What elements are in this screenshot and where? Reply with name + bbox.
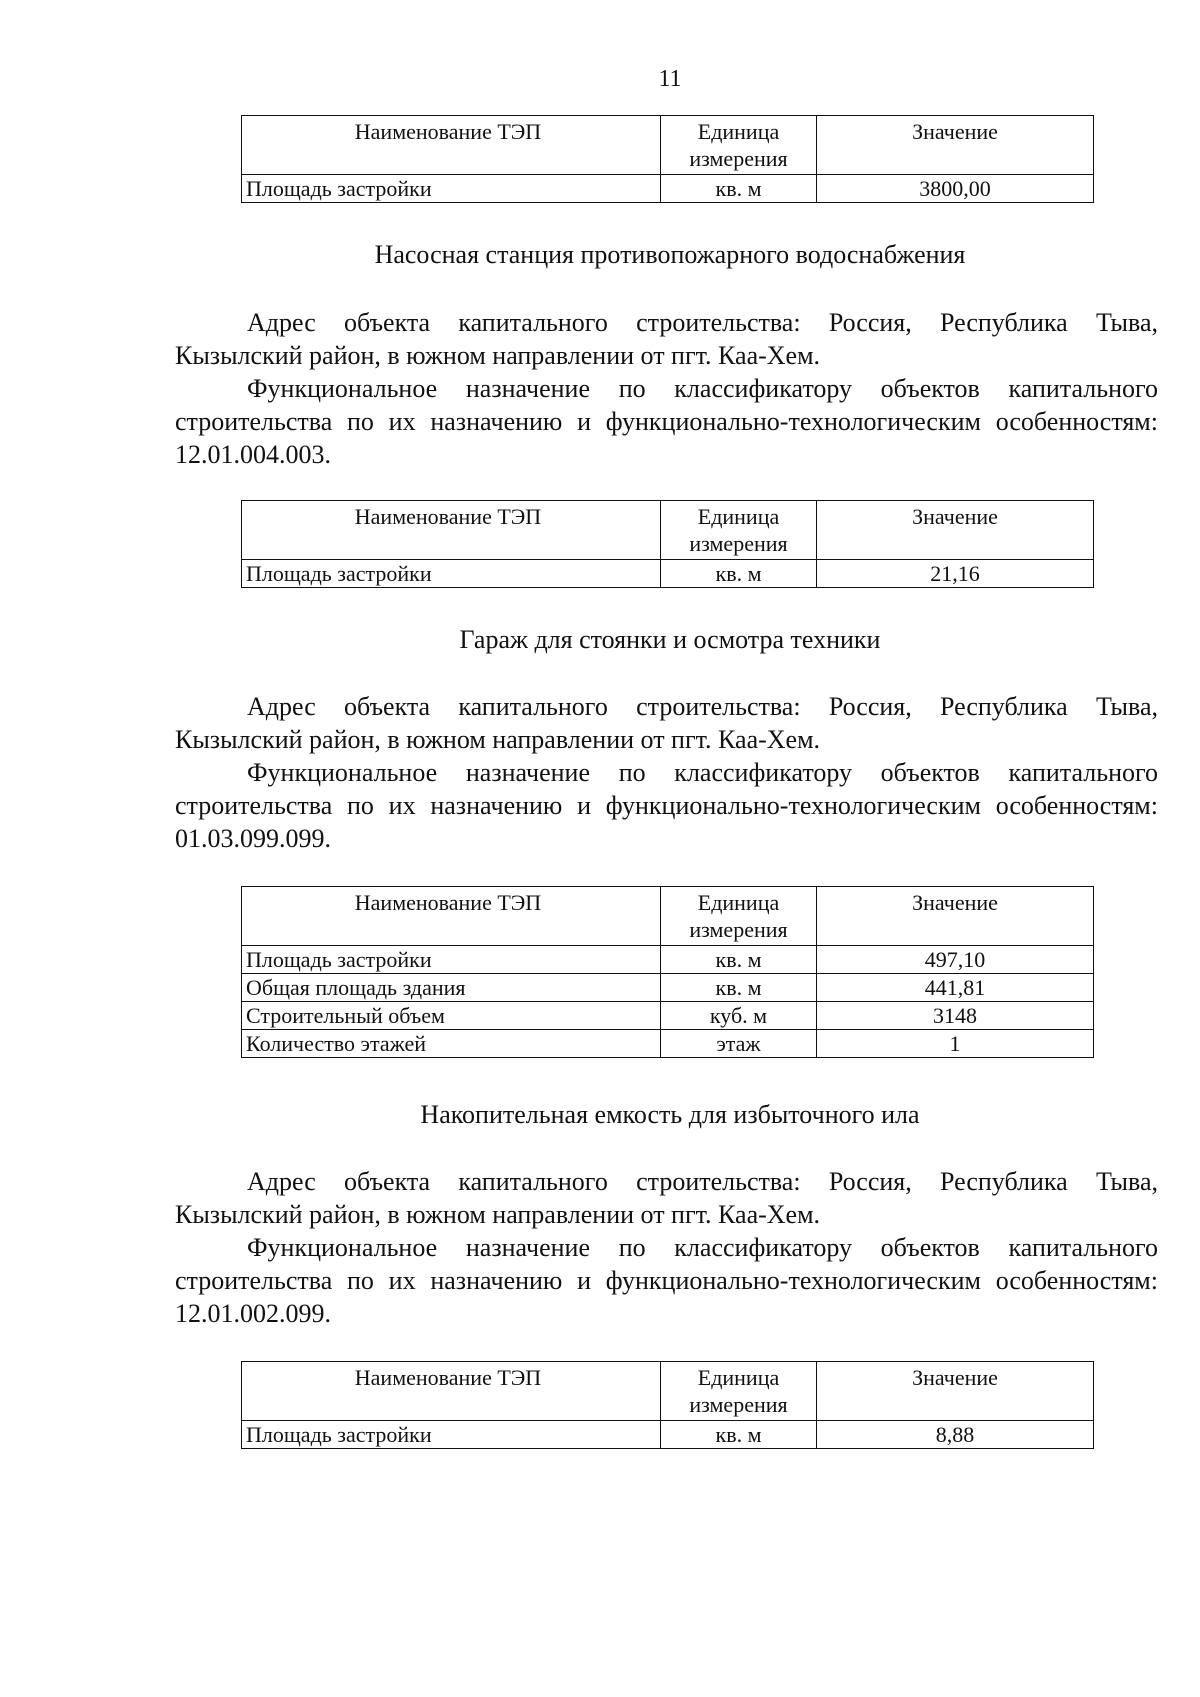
- row-name: Площадь застройки: [242, 1421, 661, 1449]
- row-value: 497,10: [817, 946, 1094, 974]
- purpose-paragraph: Функциональное назначение по классификатору объектов капитального строительства по их назначению и функционально-технологическим особенностям: 01.03.099.099.: [175, 758, 1158, 853]
- table-row: [242, 974, 1094, 1002]
- header-value: Значение: [817, 887, 1094, 946]
- header-unit: Единица измерения: [661, 1362, 817, 1421]
- section-text-pump-station: [175, 306, 1158, 471]
- section-title-sludge-tank: Накопительная емкость для избыточного ила: [420, 1100, 920, 1129]
- row-name: Площадь застройки: [242, 175, 661, 203]
- table-row: [242, 1002, 1094, 1030]
- section-text-sludge-tank: [175, 1165, 1158, 1330]
- row-value: 21,16: [817, 560, 1094, 588]
- row-unit: этаж: [661, 1030, 817, 1058]
- address-paragraph: Адрес объекта капитального строительства: Россия, Республика Тыва, Кызылский район, в южном направлении от пгт. Каа-Хем.: [175, 692, 1158, 754]
- header-unit: Единица измерения: [661, 887, 817, 946]
- row-name: Площадь застройки: [242, 560, 661, 588]
- row-unit: куб. м: [661, 1002, 817, 1030]
- section-text-garage: [175, 690, 1158, 855]
- tep-table-continued: [241, 115, 1094, 203]
- row-value: 1: [817, 1030, 1094, 1058]
- table-row: [242, 175, 1094, 203]
- header-name: Наименование ТЭП: [242, 501, 661, 560]
- row-name: Площадь застройки: [242, 946, 661, 974]
- purpose-paragraph: Функциональное назначение по классификатору объектов капитального строительства по их назначению и функционально-технологическим особенностям: 12.01.004.003.: [175, 374, 1158, 469]
- table-row: [242, 1030, 1094, 1058]
- row-name: Строительный объем: [242, 1002, 661, 1030]
- table-row: [242, 1421, 1094, 1449]
- tep-table-pump-station: [241, 500, 1094, 588]
- table-header-row: [242, 887, 1094, 946]
- header-name: Наименование ТЭП: [242, 1362, 661, 1421]
- row-value: 8,88: [817, 1421, 1094, 1449]
- header-unit: Единица измерения: [661, 501, 817, 560]
- row-value: 441,81: [817, 974, 1094, 1002]
- table-header-row: [242, 116, 1094, 175]
- table-row: [242, 946, 1094, 974]
- row-unit: кв. м: [661, 175, 817, 203]
- section-title-garage: Гараж для стоянки и осмотра техники: [459, 625, 881, 654]
- table-row: [242, 560, 1094, 588]
- address-paragraph: Адрес объекта капитального строительства: Россия, Республика Тыва, Кызылский район, в южном направлении от пгт. Каа-Хем.: [175, 308, 1158, 370]
- row-value: 3800,00: [817, 175, 1094, 203]
- header-name: Наименование ТЭП: [242, 887, 661, 946]
- page-number: 11: [658, 66, 682, 92]
- row-unit: кв. м: [661, 1421, 817, 1449]
- row-unit: кв. м: [661, 560, 817, 588]
- tep-table-sludge-tank: [241, 1361, 1094, 1449]
- tep-table-garage: [241, 886, 1094, 1058]
- row-unit: кв. м: [661, 946, 817, 974]
- header-name: Наименование ТЭП: [242, 116, 661, 175]
- row-unit: кв. м: [661, 974, 817, 1002]
- purpose-paragraph: Функциональное назначение по классификатору объектов капитального строительства по их назначению и функционально-технологическим особенностям: 12.01.002.099.: [175, 1233, 1158, 1328]
- section-title-pump-station: Насосная станция противопожарного водоснабжения: [374, 240, 966, 269]
- header-unit: Единица измерения: [661, 116, 817, 175]
- table-header-row: [242, 501, 1094, 560]
- header-value: Значение: [817, 116, 1094, 175]
- row-name: Количество этажей: [242, 1030, 661, 1058]
- row-name: Общая площадь здания: [242, 974, 661, 1002]
- header-value: Значение: [817, 1362, 1094, 1421]
- row-value: 3148: [817, 1002, 1094, 1030]
- header-value: Значение: [817, 501, 1094, 560]
- address-paragraph: Адрес объекта капитального строительства: Россия, Республика Тыва, Кызылский район, в южном направлении от пгт. Каа-Хем.: [175, 1167, 1158, 1229]
- table-header-row: [242, 1362, 1094, 1421]
